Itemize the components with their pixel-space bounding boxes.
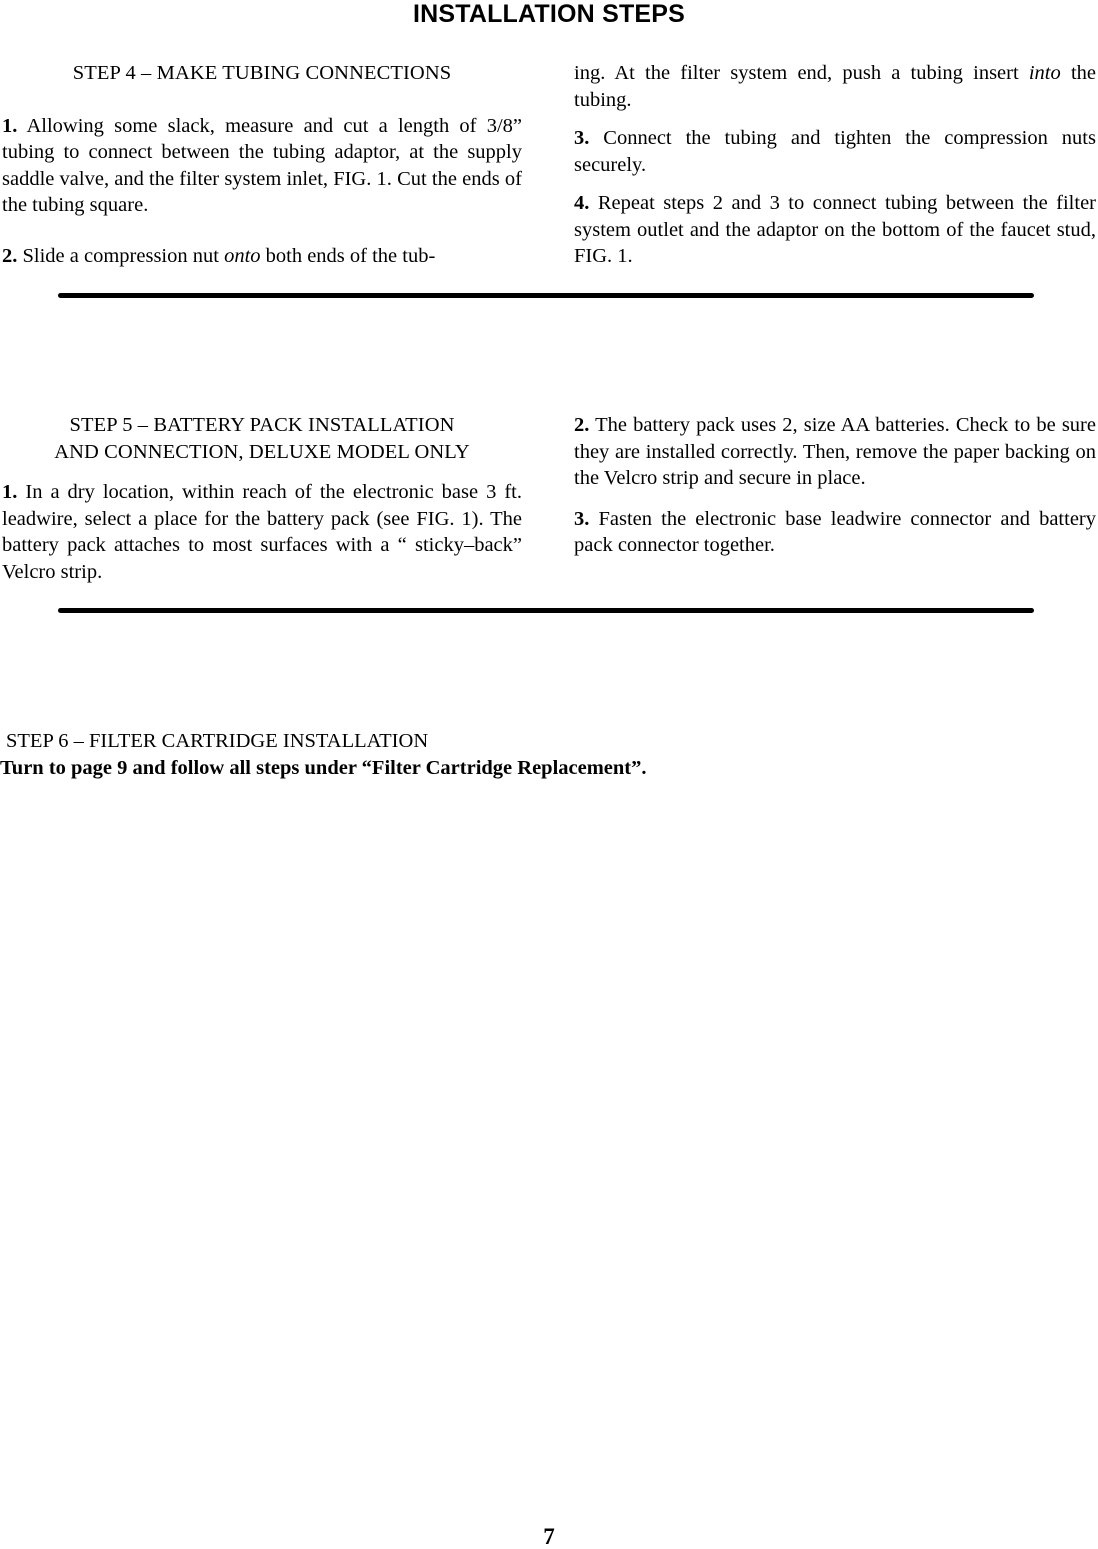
step5-left-column (2, 412, 522, 585)
step5-item-1-number: 1. (2, 481, 18, 503)
section-divider-2 (58, 608, 1034, 613)
step4-item-1-text: Allowing some slack, measure and cut a length of 3/8” tubing to connect between the tubing adaptor, at the supply saddle valve, and the filter system inlet, FIG. 1. Cut the ends of the tubing square. (2, 114, 522, 216)
step4-item-1-number: 1. (2, 114, 18, 137)
step4-item-3-text: Connect the tubing and tighten the compression nuts securely. (574, 127, 1096, 176)
step4-item-4-number: 4. (574, 192, 590, 214)
step4-item-2-cont-pre: ing. At the filter system end, push a tubing insert (574, 62, 1029, 84)
step4-item-3-number: 3. (574, 127, 590, 149)
step4-item-4-text: Repeat steps 2 and 3 to connect tubing between the filter system outlet and the adaptor on the bottom of the faucet stud, FIG. 1. (574, 192, 1096, 267)
step5-heading-line-2: AND CONNECTION, DELUXE MODEL ONLY (54, 440, 470, 463)
step4-item-4 (574, 190, 1096, 270)
page-number: 7 (543, 1524, 555, 1549)
step4-left-column (2, 60, 522, 269)
step5-item-1-text: In a dry location, within reach of the electronic base 3 ft. leadwire, select a place for the battery pack (see FIG. 1). The battery pack attaches to most surfaces with a “ sticky–back” Velcro strip. (2, 481, 522, 583)
step5-heading-line-1: STEP 5 – BATTERY PACK INSTALLATION (69, 414, 455, 436)
step5-item-1 (2, 479, 522, 585)
step4-item-2-emphasis: onto (224, 244, 261, 267)
step5-item-2-text: The battery pack uses 2, size AA batteries. Check to be sure they are installed correctly. Then, remove the paper backing on the Velcro strip and secure in place. (574, 414, 1096, 489)
step4-heading: STEP 4 – MAKE TUBING CONNECTIONS (72, 62, 452, 84)
step4-item-3 (574, 125, 1096, 178)
step6-section (0, 728, 647, 782)
step4-item-2-post: both ends of the tub- (260, 244, 436, 267)
step4-right-column (574, 60, 1096, 270)
step5-item-2-number: 2. (574, 414, 590, 436)
step4-item-1 (2, 113, 522, 219)
step5-item-3-text: Fasten the electronic base leadwire connector and battery pack connector together. (574, 507, 1096, 556)
step6-text: Turn to page 9 and follow all steps under “Filter Cartridge Replacement”. (0, 757, 647, 779)
step5-item-2 (574, 412, 1096, 492)
step4-item-2-continued (574, 60, 1096, 113)
step6-heading: STEP 6 – FILTER CARTRIDGE INSTALLATION (6, 730, 429, 752)
step4-item-2-cont-emphasis: into (1028, 62, 1061, 84)
step4-item-2-number: 2. (2, 244, 18, 267)
section-divider-1 (58, 293, 1034, 298)
step5-item-3 (574, 506, 1096, 559)
step4-item-2-pre: Slide a compression nut (17, 244, 225, 267)
step5-item-3-number: 3. (574, 507, 590, 530)
step5-right-column (574, 412, 1096, 559)
step4-item-2 (2, 243, 522, 270)
page-title: INSTALLATION STEPS (412, 0, 686, 28)
step4-item-2-cont-post: the tubing. (574, 62, 1096, 111)
